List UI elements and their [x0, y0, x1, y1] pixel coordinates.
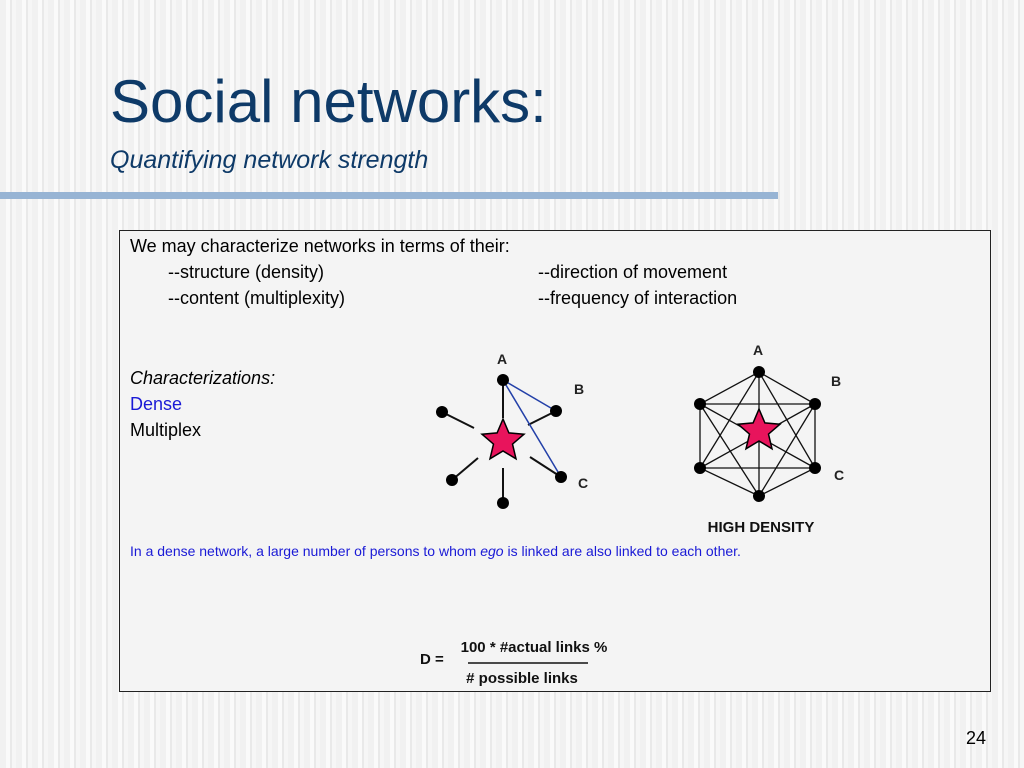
formula-numerator: 100 * #actual links %: [460, 639, 608, 656]
node: [497, 497, 509, 509]
dense-label: Dense: [130, 394, 183, 414]
title-divider: [0, 192, 778, 199]
node-a: [497, 374, 509, 386]
node: [694, 462, 706, 474]
node-c-label: C: [834, 467, 845, 483]
node-b-label: B: [574, 381, 585, 397]
node-b: [550, 405, 562, 417]
slide-title: Social networks:: [110, 68, 547, 135]
node: [446, 474, 458, 486]
link-a-c: [503, 380, 561, 477]
item-frequency: --frequency of interaction: [538, 288, 738, 308]
node-b-label: B: [831, 373, 842, 389]
slide-number: 24: [965, 728, 986, 748]
item-structure: --structure (density): [168, 262, 325, 282]
slide-subtitle: Quantifying network strength: [110, 146, 429, 174]
item-content: --content (multiplexity): [168, 288, 346, 308]
note-text-start: In a dense network, a large number of persons to whom: [130, 543, 481, 559]
dense-network-note: [130, 543, 741, 559]
ego-star-icon: [482, 419, 524, 459]
high-density-network-diagram: [680, 338, 845, 540]
density-formula: [410, 632, 620, 690]
node-a-label: A: [497, 351, 508, 367]
node-c: [809, 462, 821, 474]
note-ego-term: ego: [480, 543, 504, 559]
multiplex-label: Multiplex: [130, 420, 202, 440]
link-lines: [503, 380, 561, 477]
node: [694, 398, 706, 410]
high-density-caption: HIGH DENSITY: [707, 519, 815, 536]
formula-denominator: # possible links: [466, 670, 578, 687]
note-text-end: is linked are also linked to each other.: [503, 543, 741, 559]
link-a-b: [503, 380, 556, 411]
node-c: [555, 471, 567, 483]
node-c-label: C: [578, 475, 589, 491]
low-density-network-diagram: [420, 340, 620, 520]
node: [753, 490, 765, 502]
node-a-label: A: [753, 342, 764, 358]
item-direction: --direction of movement: [538, 262, 728, 282]
formula-lhs: D =: [420, 651, 444, 668]
node-a: [753, 366, 765, 378]
node: [436, 406, 448, 418]
intro-text: We may characterize networks in terms of their:: [130, 236, 510, 256]
node-b: [809, 398, 821, 410]
characterizations-label: Characterizations:: [130, 368, 276, 388]
